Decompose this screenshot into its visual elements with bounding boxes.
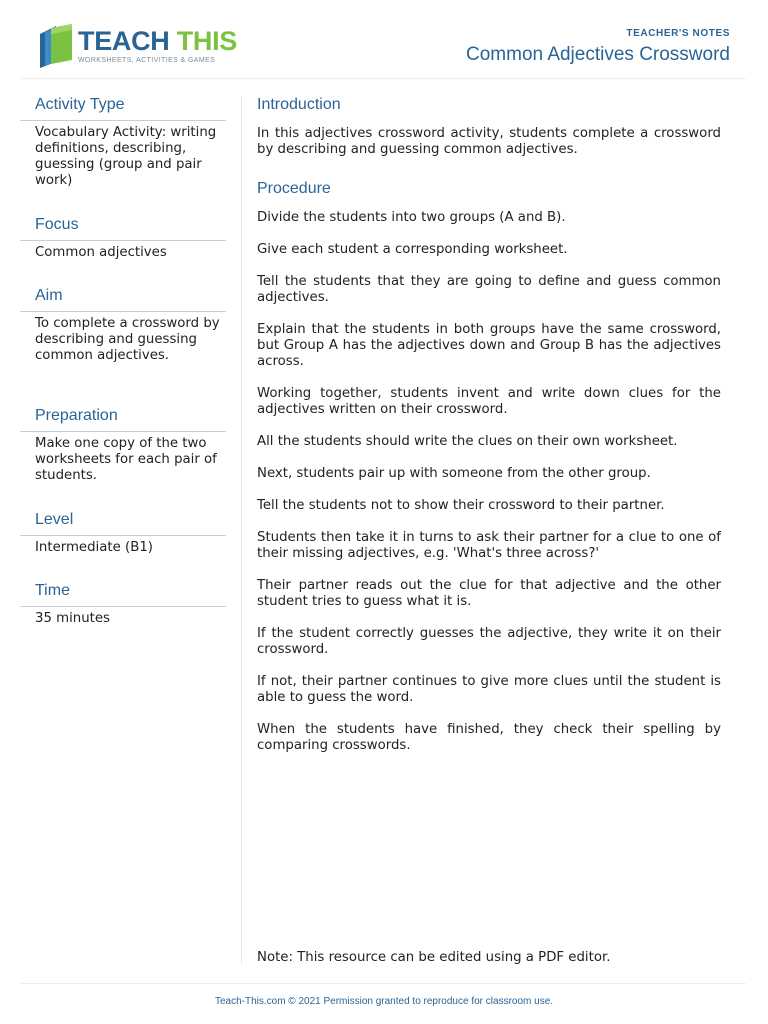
- column-divider: [241, 96, 242, 964]
- sidebar-section-time: [20, 580, 226, 627]
- sidebar-heading: Time: [20, 580, 226, 607]
- introduction-heading: Introduction: [257, 96, 341, 113]
- procedure-step: If the student correctly guesses the adjective, they write it on their crossword.: [257, 626, 721, 657]
- editing-note: Note: This resource can be edited using a PDF editor.: [257, 950, 611, 965]
- procedure-step: When the students have finished, they check their spelling by comparing crosswords.: [257, 722, 721, 753]
- footer-divider: [20, 983, 746, 984]
- sidebar-heading: Preparation: [20, 405, 226, 432]
- page-title: Common Adjectives Crossword: [466, 44, 730, 65]
- procedure-step: Tell the students that they are going to define and guess common adjectives.: [257, 274, 721, 305]
- sidebar-heading: Activity Type: [20, 94, 226, 121]
- sidebar-value: Make one copy of the two worksheets for each pair of students.: [35, 436, 217, 483]
- main-content: [257, 94, 721, 754]
- sidebar-value: To complete a crossword by describing and guessing common adjectives.: [35, 316, 220, 363]
- sidebar-value: Intermediate (B1): [35, 540, 153, 555]
- teach-this-logo: [36, 24, 236, 70]
- teachers-notes-label: TEACHER'S NOTES: [626, 28, 730, 39]
- logo-tagline: WORKSHEETS, ACTIVITIES & GAMES: [78, 57, 216, 64]
- sidebar-value: Common adjectives: [35, 245, 167, 260]
- sidebar-heading: Focus: [20, 214, 226, 241]
- procedure-step: Tell the students not to show their crossword to their partner.: [257, 498, 665, 513]
- sidebar-section-focus: [20, 214, 226, 285]
- sidebar-section-aim: [20, 285, 226, 405]
- sidebar-value: 35 minutes: [35, 611, 110, 626]
- procedure-step: Give each student a corresponding worksheet.: [257, 242, 568, 257]
- sidebar-value: Vocabulary Activity: writing definitions, describing, guessing (group and pair work): [35, 125, 217, 188]
- footer-copyright: Teach-This.com © 2021 Permission granted to reproduce for classroom use.: [214, 996, 554, 1007]
- procedure-step: If not, their partner continues to give more clues until the student is able to guess the word.: [257, 674, 721, 705]
- procedure-step: Working together, students invent and write down clues for the adjectives written on their crossword.: [257, 386, 721, 417]
- sidebar-section-activity-type: [20, 94, 226, 214]
- logo-wordmark: TEACH THIS: [78, 26, 238, 56]
- sidebar-section-level: [20, 509, 226, 580]
- header-divider: [20, 78, 746, 79]
- procedure-step: Students then take it in turns to ask their partner for a clue to one of their missing adjectives, e.g. 'What's three across?': [257, 530, 721, 561]
- procedure-step: Next, students pair up with someone from the other group.: [257, 466, 651, 481]
- sidebar-section-preparation: [20, 405, 226, 509]
- book-logo-icon: [36, 24, 76, 68]
- sidebar-heading: Aim: [20, 285, 226, 312]
- procedure-step: All the students should write the clues on their own worksheet.: [257, 434, 678, 449]
- procedure-step: Divide the students into two groups (A and B).: [257, 210, 566, 225]
- sidebar-heading: Level: [20, 509, 226, 536]
- procedure-heading: Procedure: [257, 180, 331, 197]
- procedure-step: Their partner reads out the clue for that adjective and the other student tries to guess what it is.: [257, 578, 721, 609]
- introduction-text: In this adjectives crossword activity, students complete a crossword by describing and guessing common adjectives.: [257, 126, 721, 157]
- procedure-step: Explain that the students in both groups have the same crossword, but Group A has the adjectives down and Group B has the adjectives across.: [257, 322, 721, 369]
- sidebar: [20, 94, 226, 627]
